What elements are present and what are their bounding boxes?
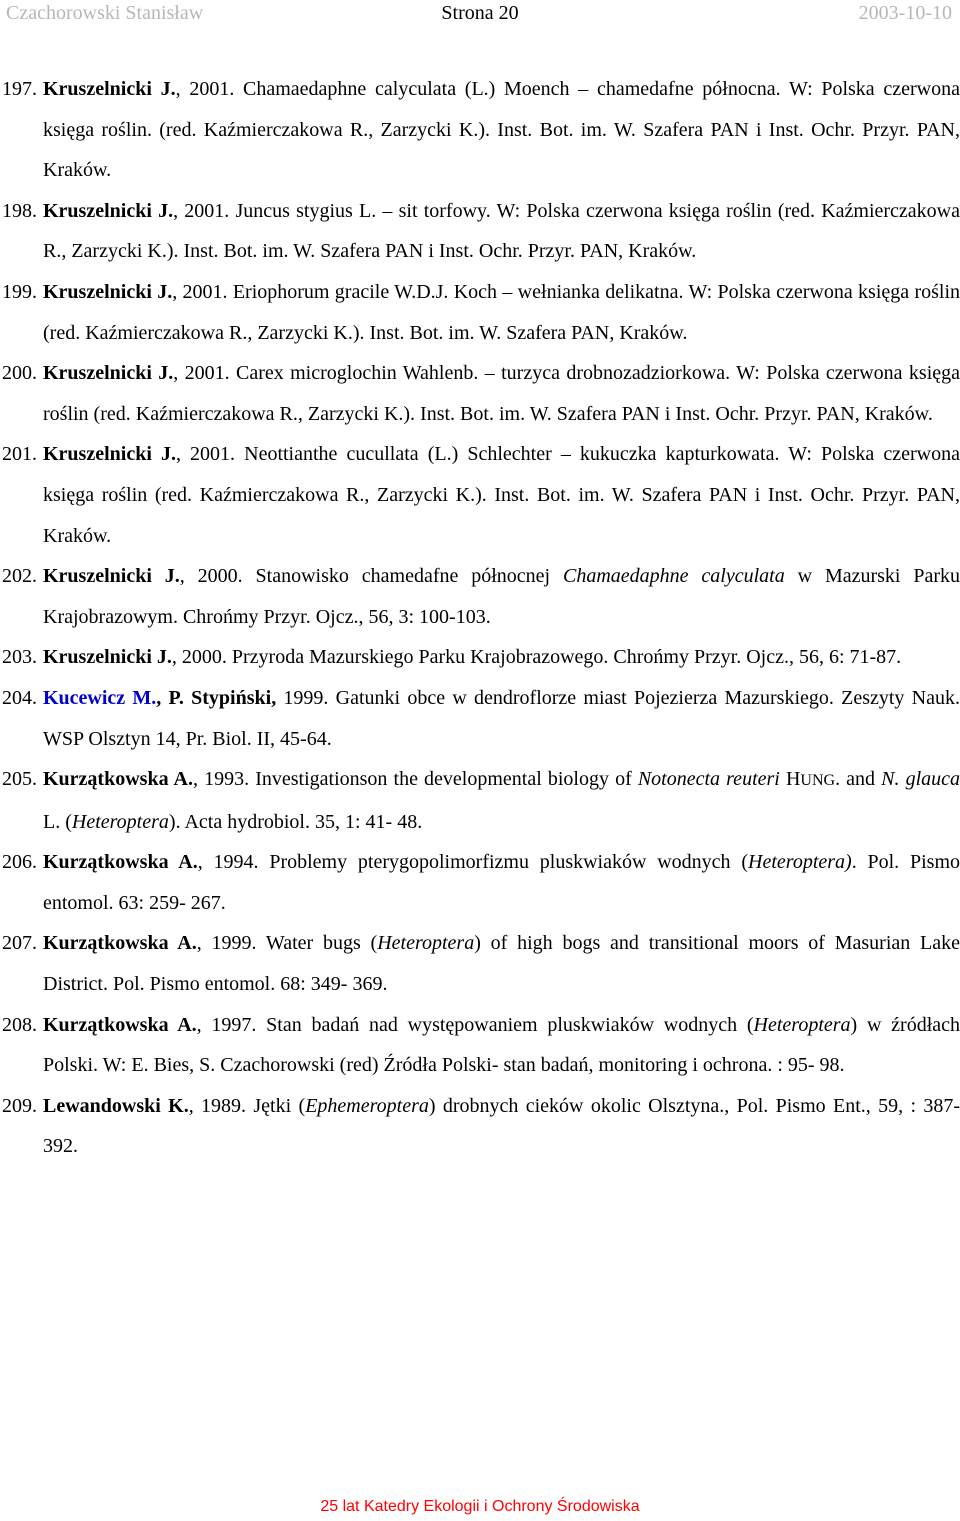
entry-taxon-name: Heteroptera [71, 810, 169, 833]
entry-text: , 2001. Juncus stygius L. – sit torfowy. W: Polska czerwona księga roślin (red. Kaźmierczakowa R., Zarzycki K.). Inst. Bot. im. W. Szafera PAN i Inst. Ochr. Przyr. PAN, Kraków. [43, 199, 960, 263]
entry-species-name: N. glauca [881, 768, 960, 791]
entry-number: 203. [2, 646, 37, 669]
bib-entry-197 [2, 69, 960, 191]
entry-text: , 1994. Problemy pterygopolimorfizmu pluskwiaków wodnych ( [197, 851, 749, 874]
entry-author: Kruszelnicki J. [43, 199, 174, 222]
bib-entry-207 [2, 923, 960, 1004]
entry-taxon-name: Heteroptera [753, 1013, 851, 1036]
entry-author: Kruszelnicki J. [43, 443, 176, 466]
entry-text: , 2000. Przyroda Mazurskiego Parku Krajobrazowego. Chrońmy Przyr. Ojcz., 56, 6: 71-87. [171, 646, 902, 669]
entry-author: Kurzątkowska A. [43, 851, 198, 874]
entry-number: 199. [2, 280, 37, 303]
entry-text: 1999. Gatunki obce w dendroflorze miast Pojezierza Mazurskiego. Zeszyty Nauk. WSP Olsztyn 14, Pr. Biol. II, 45-64. [43, 686, 960, 750]
entry-text: , 2000. Stanowisko chamedafne północnej [179, 565, 563, 588]
entry-number: 202. [2, 565, 37, 588]
bib-entry-202 [2, 556, 960, 637]
entry-number: 201. [2, 443, 37, 466]
bib-entry-203 [2, 637, 960, 678]
entry-author: Kruszelnicki J. [43, 362, 174, 385]
entry-taxon-name: Heteroptera) [748, 851, 852, 874]
entry-author-highlighted: Kucewicz M. [43, 686, 157, 709]
header-date: 2003-10-10 [858, 2, 952, 24]
entry-text: , 2001. Neottianthe cucullata (L.) Schlechter – kukuczka kapturkowata. W: Polska czerwona księga roślin (red. Kaźmierczakowa R., Zarzycki K.). Inst. Bot. im. W. Szafera PAN i Inst. Ochr. Przyr. PAN, Kraków. [43, 443, 960, 547]
entry-text: , 1997. Stan badań nad występowaniem pluskwiaków wodnych ( [196, 1013, 754, 1036]
entry-author: Lewandowski K. [43, 1094, 189, 1117]
entry-text: . Pol. Pismo entomol. 63: 259- 267. [43, 851, 960, 914]
entry-number: 206. [2, 851, 37, 874]
entry-coauthor: , P. Stypiński, [156, 686, 277, 709]
header-page-number: Strona 20 [441, 2, 519, 24]
entry-number: 209. [2, 1094, 37, 1117]
entry-text: , 2001. Eriophorum gracile W.D.J. Koch – wełnianka delikatna. W: Polska czerwona księga roślin (red. Kaźmierczakowa R., Zarzycki K.). Inst. Bot. im. W. Szafera PAN, Kraków. [43, 280, 960, 344]
entry-number: 200. [2, 362, 37, 385]
entry-text: L. ( [43, 810, 72, 833]
entry-species-name: Chamaedaphne calyculata [563, 565, 785, 588]
entry-author: Kurzątkowska A. [43, 932, 197, 955]
page-header [0, 0, 960, 30]
bib-entry-205 [2, 759, 960, 842]
bib-entry-208 [2, 1005, 960, 1086]
entry-author: Kurzątkowska A. [43, 1013, 197, 1036]
bib-entry-206 [2, 842, 960, 923]
bib-entry-209 [2, 1086, 960, 1167]
entry-author: Kruszelnicki J. [43, 646, 172, 669]
entry-number: 198. [2, 199, 37, 222]
entry-smallcaps: UNG [800, 772, 836, 790]
header-author: Czachorowski Stanisław [6, 2, 204, 24]
entry-text: , 1993. Investigationson the developmental biology of [193, 768, 638, 791]
entry-text: ) w źródłach Polski. W: E. Bies, S. Czachorowski (red) Źródła Polski- stan badań, monitoring i ochrona. : 95- 98. [43, 1013, 960, 1077]
entry-text: , 2001. Chamaedaphne calyculata (L.) Moench – chamedafne północna. W: Polska czerwona księga roślin. (red. Kaźmierczakowa R., Zarzycki K.). Inst. Bot. im. W. Szafera PAN i Inst. Ochr. Przyr. PAN, Kraków. [43, 78, 960, 182]
bib-entry-198 [2, 191, 960, 272]
entry-author: Kruszelnicki J. [43, 565, 180, 588]
bib-entry-200 [2, 353, 960, 434]
entry-number: 204. [2, 686, 37, 709]
entry-number: 197. [2, 78, 37, 100]
entry-taxon-name: Heteroptera [377, 932, 475, 955]
entry-text: ) of high bogs and transitional moors of Masurian Lake District. Pol. Pismo entomol. 68: 349- 369. [43, 932, 960, 996]
bibliography-list [2, 69, 960, 1167]
entry-text: , 1989. Jętki ( [188, 1094, 306, 1117]
bib-entry-199 [2, 272, 960, 353]
entry-author: Kruszelnicki J. [43, 280, 173, 303]
entry-number: 207. [2, 932, 37, 955]
entry-taxon-name: Ephemeroptera [305, 1094, 429, 1117]
entry-text: w Mazurski Parku Krajobrazowym. Chrońmy Przyr. Ojcz., 56, 3: 100-103. [43, 565, 960, 628]
entry-text: . and [835, 768, 882, 791]
entry-number: 205. [2, 768, 37, 791]
bib-entry-204 [2, 678, 960, 759]
bib-entry-201 [2, 434, 960, 556]
entry-text: ) drobnych cieków okolic Olsztyna., Pol. Pismo Ent., 59, : 387-392. [43, 1094, 960, 1158]
entry-text: ). Acta hydrobiol. 35, 1: 41- 48. [168, 810, 423, 833]
entry-author: Kurzątkowska A. [43, 768, 194, 791]
entry-text: , 1999. Water bugs ( [196, 932, 378, 955]
entry-number: 208. [2, 1013, 37, 1036]
entry-species-name: Notonecta reuteri [637, 768, 780, 791]
entry-text: , 2001. Carex microglochin Wahlenb. – turzyca drobnozadziorkowa. W: Polska czerwona księga roślin (red. Kaźmierczakowa R., Zarzycki K.). Inst. Bot. im. W. Szafera PAN i Inst. Ochr. Przyr. PAN, Kraków. [43, 362, 960, 425]
entry-author: Kruszelnicki J. [43, 78, 176, 100]
entry-text: H [779, 768, 801, 791]
page-footer: 25 lat Katedry Ekologii i Ochrony Środowiska [320, 1498, 640, 1515]
